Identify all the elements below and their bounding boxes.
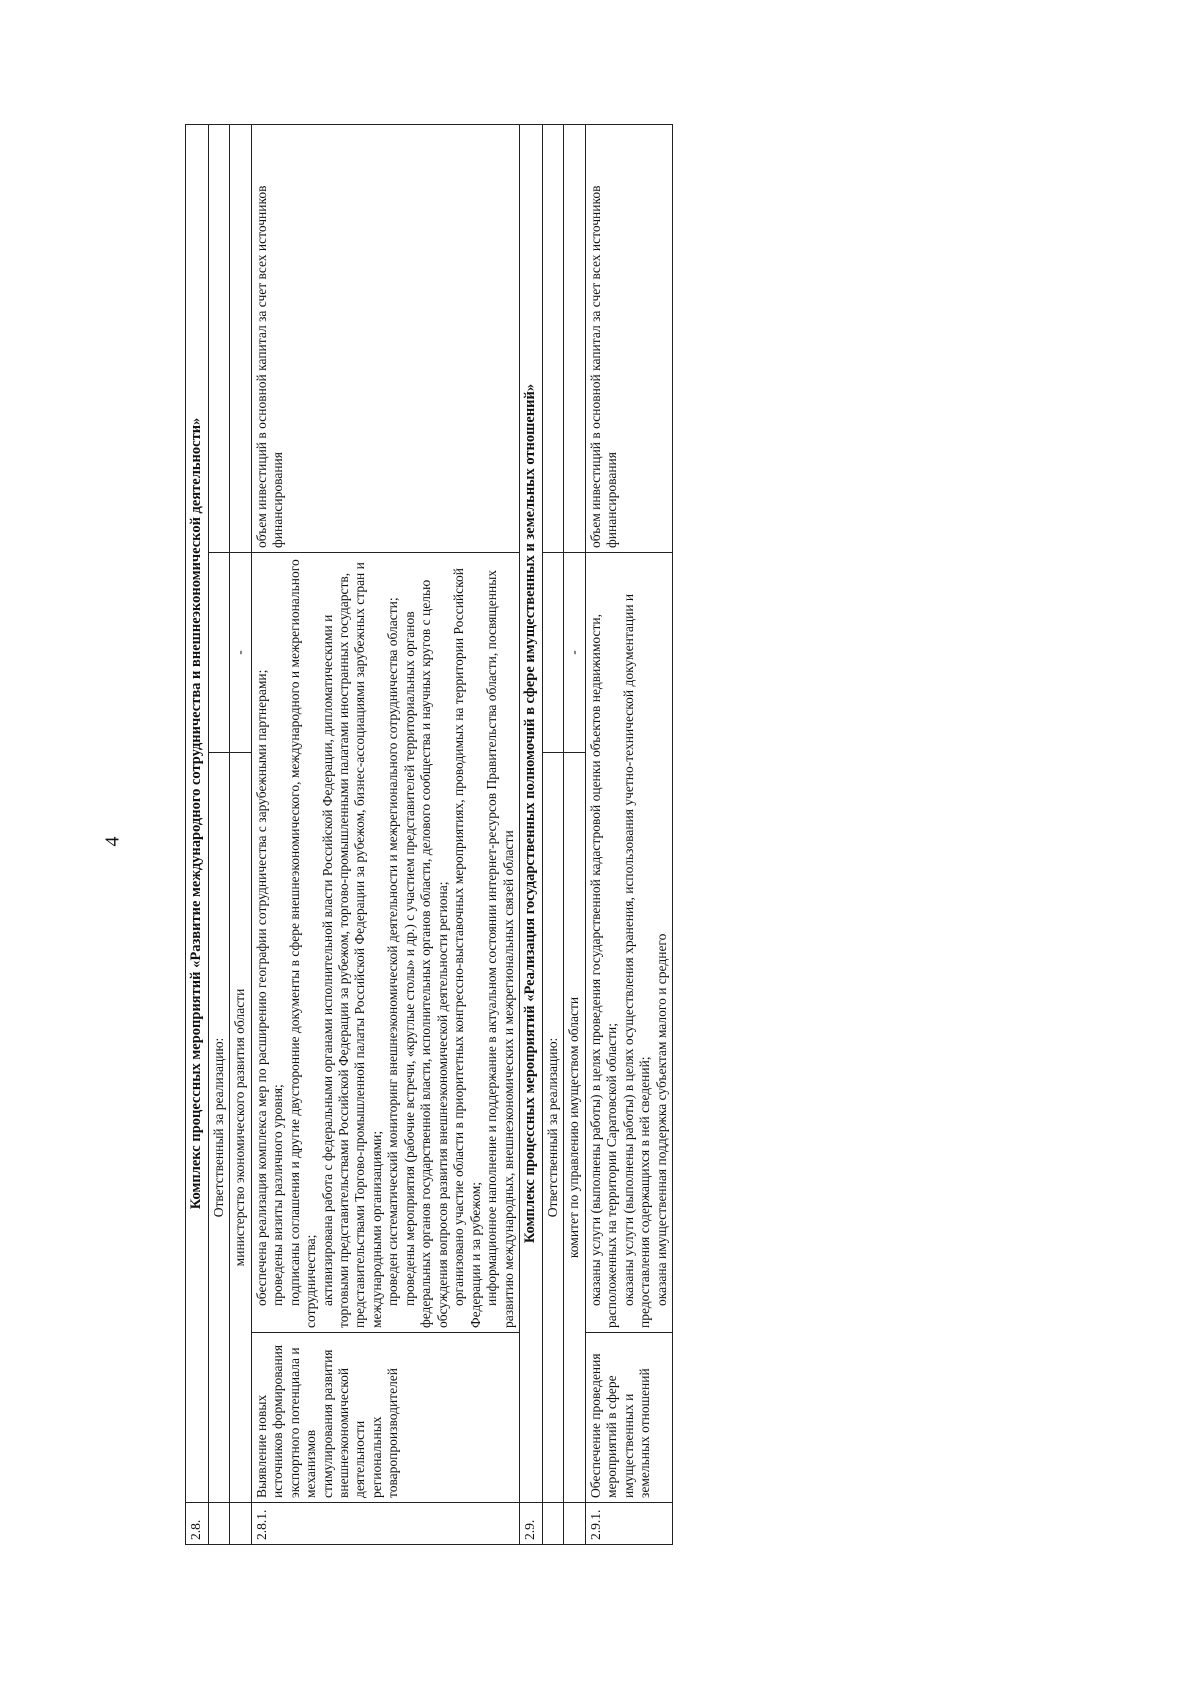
- measure-item: оказаны услуги (выполнены работы) в целях осуществления хранения, использования учетно-технической документации и предоставления содержащихся в ней сведений;: [620, 593, 653, 1328]
- responsible-value-row: [230, 124, 251, 1544]
- responsible-label: Ответственный за реализацию:: [542, 753, 563, 1503]
- rotated-table-wrapper: [185, 125, 965, 1545]
- task-description: Выявление новых источников формирования экспортного потенциала и механизмов стимулирования развития внешнеэкономической деятельности региональных товаропроизводителей: [251, 1333, 520, 1503]
- task-number: 2.9.1.: [585, 1503, 672, 1545]
- responsible-value: комитет по управлению имуществом области: [564, 753, 585, 1503]
- responsible-label-row: [542, 124, 563, 1544]
- page-number: 4: [101, 836, 124, 847]
- link-dash: -: [564, 553, 585, 753]
- task-number: 2.8.1.: [251, 1503, 520, 1545]
- section-title: Комплекс процессных мероприятий «Развитие международного сотрудничества и внешнеэкономической деятельности»: [186, 124, 209, 1502]
- responsible-label: Ответственный за реализацию:: [208, 753, 229, 1503]
- measure-item: проведены мероприятия (рабочие встречи, «круглые столы» и др.) с участием представителей территориальных органов федеральных органов государственной власти, исполнительных органов области, делового сообщества и научных кругов с целью обсуждения вопросов развития внешнеэкономической деятельности региона;: [401, 579, 450, 1328]
- measure-item: обеспечена реализация комплекса мер по расширению географии сотрудничества с зарубежными партнерами;: [253, 669, 269, 1306]
- task-measures: [585, 553, 672, 1333]
- task-indicator: объем инвестиций в основной капитал за счет всех источников финансирования: [251, 124, 520, 552]
- section-title: Комплекс процессных мероприятий «Реализация государственных полномочий в сфере имущественных и земельных отношений»: [520, 124, 543, 1502]
- section-header-row: [186, 124, 209, 1544]
- link-dash: -: [230, 553, 251, 753]
- task-row: [585, 124, 672, 1544]
- measure-item: проведены визиты различного уровня;: [270, 1084, 286, 1306]
- responsible-label-row: [208, 124, 229, 1544]
- responsible-value: министерство экономического развития области: [230, 753, 251, 1503]
- measure-item: проведен систематический мониторинг внешнеэкономической деятельности и межрегионального сотрудничества области;: [385, 597, 401, 1306]
- measure-item: подписаны соглашения и другие двусторонние документы в сфере внешнеэкономического, международного и межрегионального сотрудничества;: [286, 559, 319, 1328]
- task-indicator: объем инвестиций в основной капитал за счет всех источников финансирования: [585, 124, 672, 552]
- measures-table: [185, 124, 673, 1545]
- task-measures: [251, 553, 520, 1333]
- measure-item: оказана имущественная поддержка субъектам малого и среднего: [653, 933, 669, 1306]
- measure-item: оказаны услуги (выполнены работы) в целях проведения государственной кадастровой оценки объектов недвижимости, расположенных на территории Саратовской области;: [587, 614, 620, 1328]
- task-description: Обеспечение проведения мероприятий в сфере имущественных и земельных отношений: [585, 1333, 672, 1503]
- task-row: [251, 124, 520, 1544]
- responsible-value-row: [564, 124, 585, 1544]
- measure-item: активизирована работа с федеральными органами исполнительной власти Российской Федерации, дипломатическими и торговыми представительствами Российской Федерации за рубежом, торгово-промышленными палатами иностранных государств, представительствами Торгово-промышленной палаты Российской Федерации за рубежом, бизнес-ассоциациями зарубежных стран и международными организациями;: [319, 562, 384, 1328]
- measure-item: организовано участие области в приоритетных конгрессно-выставочных мероприятиях, проводимых на территории Российской Федерации и за рубежом;: [451, 568, 483, 1328]
- section-number: 2.9.: [520, 1503, 543, 1545]
- section-header-row: [520, 124, 543, 1544]
- measure-item: информационное наполнение и поддержание в актуальном состоянии интернет-ресурсов Правительства области, посвященных развитию международных, внешнеэкономических и межрегиональных связей области: [484, 569, 516, 1328]
- section-number: 2.8.: [186, 1503, 209, 1545]
